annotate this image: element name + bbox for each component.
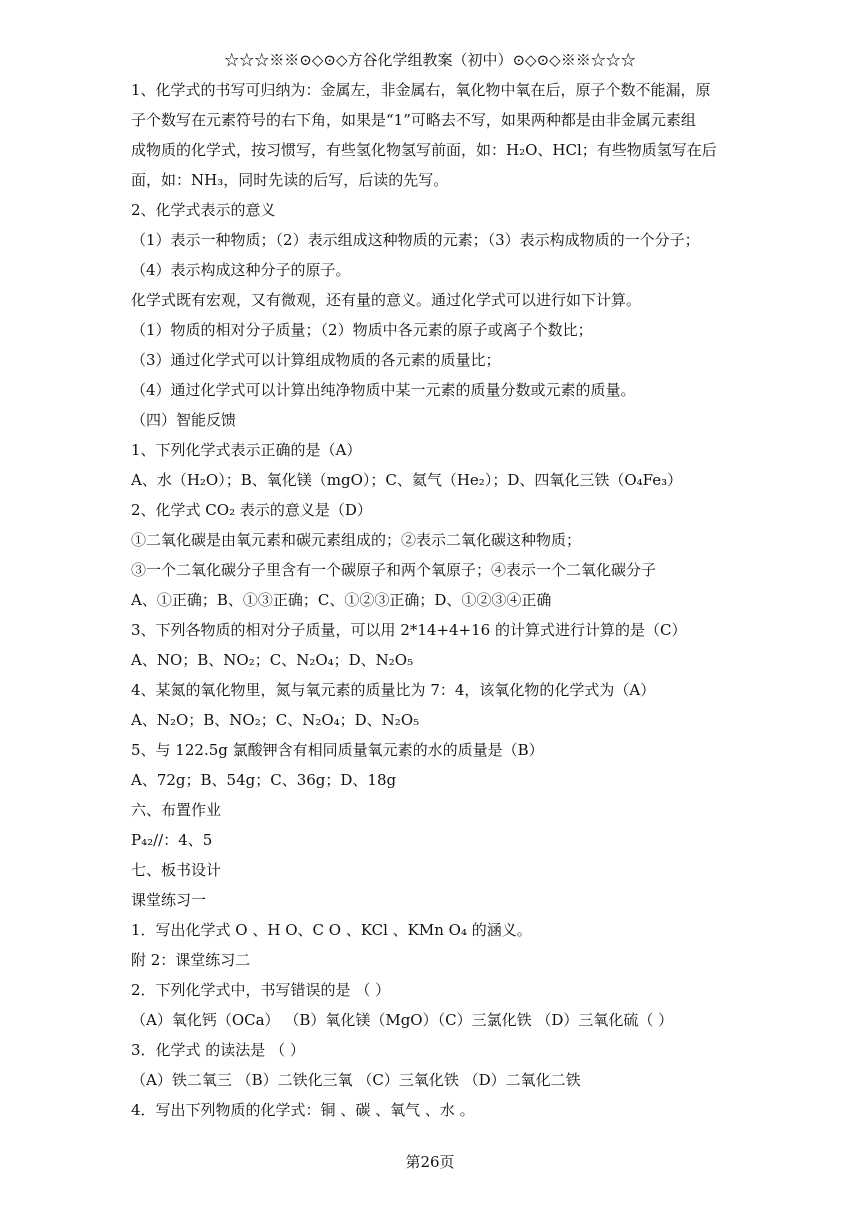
text-line: 4、某氮的氧化物里，氮与氧元素的质量比为 7：4，该氧化物的化学式为（A） — [131, 681, 656, 699]
text-line: A、①正确；B、①③正确；C、①②③正确；D、①②③④正确 — [131, 591, 552, 609]
text-line: 六、布置作业 — [131, 801, 222, 819]
text-line: （4）通过化学式可以计算出纯净物质中某一元素的质量分数或元素的质量。 — [131, 381, 636, 399]
text-line: 5、与 122.5g 氯酸钾含有相同质量氧元素的水的质量是（B） — [131, 741, 544, 759]
text-line: 化学式既有宏观，又有微观，还有量的意义。通过化学式可以进行如下计算。 — [131, 291, 642, 309]
text-line: 附 2：课堂练习二 — [131, 951, 251, 969]
text-line: A、72g；B、54g；C、36g；D、18g — [131, 771, 397, 789]
text-line: ①二氧化碳是由氧元素和碳元素组成的；②表示二氧化碳这种物质； — [131, 531, 582, 549]
text-line: 七、板书设计 — [131, 861, 222, 879]
text-line: A、NO；B、NO₂；C、N₂O₄；D、N₂O₅ — [131, 651, 414, 669]
text-line: 1、下列化学式表示正确的是（A） — [131, 441, 362, 459]
text-line: （1）表示一种物质；（2）表示组成这种物质的元素；（3）表示构成物质的一个分子； — [131, 231, 700, 249]
text-line: 3、下列各物质的相对分子质量，可以用 2*14+4+16 的计算式进行计算的是（C） — [131, 621, 687, 639]
text-line: P₄₂//：4、5 — [131, 831, 213, 849]
page-number: 第26页 — [405, 1153, 455, 1171]
text-line: 成物质的化学式，按习惯写，有些氢化物氢写前面，如：H₂O、HCl；有些物质氢写在后 — [131, 141, 717, 159]
text-line: （4）表示构成这种分子的原子。 — [131, 261, 351, 279]
text-line: 2、化学式表示的意义 — [131, 201, 276, 219]
text-line: （1）物质的相对分子质量；（2）物质中各元素的原子或离子个数比； — [131, 321, 593, 339]
text-line: （3）通过化学式可以计算组成物质的各元素的质量比； — [131, 351, 501, 369]
text-line: 1、化学式的书写可归纳为：金属左，非金属右，氧化物中氧在后，原子个数不能漏，原 — [131, 81, 711, 99]
document-body — [131, 75, 811, 1125]
text-line: （A）铁二氧三 （B）二铁化三氧 （C）三氧化铁 （D）二氧化二铁 — [131, 1071, 581, 1089]
text-line: 1．写出化学式 O 、H O、C O 、KCl 、KMn O₄ 的涵义。 — [131, 921, 532, 939]
text-line: 4．写出下列物质的化学式：铜 、碳 、氧气 、水 。 — [131, 1101, 475, 1119]
text-line: A、N₂O；B、NO₂；C、N₂O₄；D、N₂O₅ — [131, 711, 420, 729]
text-line: 2．下列化学式中，书写错误的是 （ ） — [131, 981, 391, 999]
text-line: （四）智能反馈 — [131, 411, 237, 429]
text-line: 面，如：NH₃，同时先读的后写，后读的先写。 — [131, 171, 449, 189]
text-line: 子个数写在元素符号的右下角，如果是“1”可略去不写，如果两种都是由非金属元素组 — [131, 111, 696, 129]
text-line: 3．化学式 的读法是 （ ） — [131, 1041, 305, 1059]
text-line: 课堂练习一 — [131, 891, 207, 909]
text-line: A、水（H₂O）；B、氧化镁（mgO）；C、氦气（He₂）；D、四氧化三铁（O₄Fe₃） — [131, 471, 683, 489]
text-line: 2、化学式 CO₂ 表示的意义是（D） — [131, 501, 372, 519]
text-line: （A）氧化钙（OCa） （B）氧化镁（MgO）（C）三氯化铁 （D）三氧化硫（ ） — [131, 1011, 674, 1029]
page-header: ☆☆☆※※⊙◇⊙◇方谷化学组教案（初中）⊙◇⊙◇※※☆☆☆ — [224, 51, 636, 69]
text-line: ③一个二氧化碳分子里含有一个碳原子和两个氧原子；④表示一个二氧化碳分子 — [131, 561, 657, 579]
